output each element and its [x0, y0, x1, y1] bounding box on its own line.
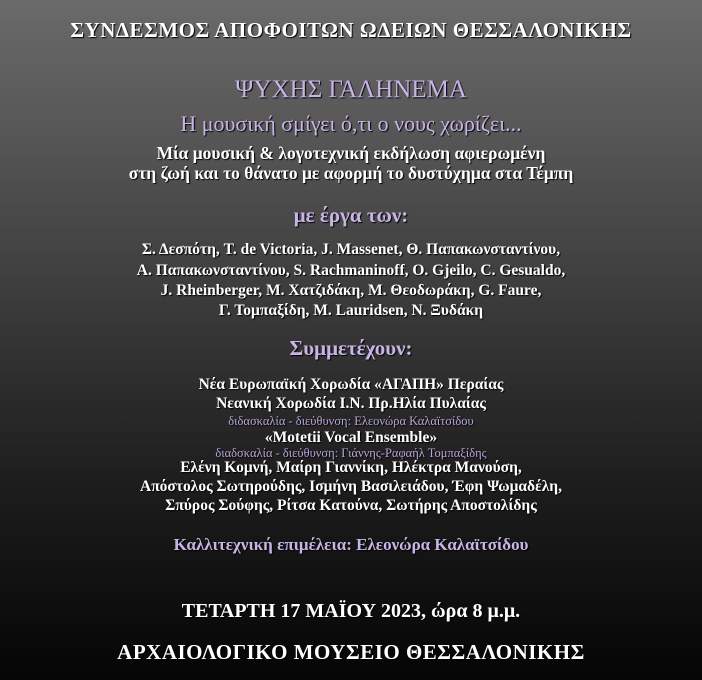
composers-line: Σ. Δεσπότη, T. de Victoria, J. Massenet, Θ. Παπακωνσταντίνου,: [141, 241, 561, 258]
event-subtitle: Η μουσική σμίγει ό,τι ο νους χωρίζει...: [180, 111, 522, 136]
performers-line: Σπύρος Σούφης, Ρίτσα Κατούνα, Σωτήρης Αποστολίδης: [165, 497, 537, 514]
description-line: στη ζωή και το θάνατο με αφορμή το δυστύχημα στα Τέμπη: [128, 163, 574, 183]
composers-line: J. Rheinberger, M. Χατζιδάκη, M. Θεοδωράκη, G. Faure,: [160, 282, 542, 299]
composers-line: Α. Παπακωνσταντίνου, S. Rachmaninoff, O. Gjeilo, C. Gesualdo,: [136, 262, 566, 279]
composers-line: Γ. Τομπαξίδη, M. Lauridsen, N. Ξυδάκη: [218, 302, 484, 319]
participants-heading: Συμμετέχουν:: [289, 336, 413, 360]
choir-name: Νεανική Χορωδία Ι.Ν. Πρ.Ηλία Πυλαίας: [216, 395, 486, 412]
event-title: ΨΥΧΗΣ ΓΑΛΗΝΕΜΑ: [235, 76, 467, 103]
ensemble-name: «Motetii Vocal Ensemble»: [264, 429, 438, 446]
artistic-direction: Καλλιτεχνική επιμέλεια: Ελεονώρα Καλαϊτσίδου: [173, 535, 529, 554]
event-venue: ΑΡΧΑΙΟΛΟΓΙΚΟ ΜΟΥΣΕΙΟ ΘΕΣΣΑΛΟΝΙΚΗΣ: [117, 640, 585, 664]
event-date: ΤΕΤΑΡΤΗ 17 ΜΑΪΟΥ 2023, ώρα 8 μ.μ.: [181, 600, 521, 622]
description-line: Μία μουσική & λογοτεχνική εκδήλωση αφιερωμένη: [156, 143, 546, 163]
conductor-line: διαδσκαλία - διεύθυνση: Γιάννης-Ραφαήλ Τομπαξίδης: [215, 446, 487, 460]
works-heading: με έργα των:: [293, 203, 409, 227]
performers-line: Απόστολος Σωτηρούδης, Ισμήνη Βασιλειάδου, Έφη Ψωμαδέλη,: [140, 478, 562, 495]
organization-header: ΣΥΝΔΕΣΜΟΣ ΑΠΟΦΟΙΤΩΝ ΩΔΕΙΩΝ ΘΕΣΣΑΛΟΝΙΚΗΣ: [70, 18, 632, 42]
conductor-line: διδασκαλία - διεύθυνση: Ελεονώρα Καλαϊτσίδου: [228, 414, 474, 428]
choir-name: Νέα Ευρωπαϊκή Χορωδία «ΑΓΑΠΗ» Περαίας: [198, 376, 504, 393]
performers-line: Ελένη Κομνή, Μαίρη Γιαννίκη, Ηλέκτρα Μανούση,: [180, 459, 522, 476]
